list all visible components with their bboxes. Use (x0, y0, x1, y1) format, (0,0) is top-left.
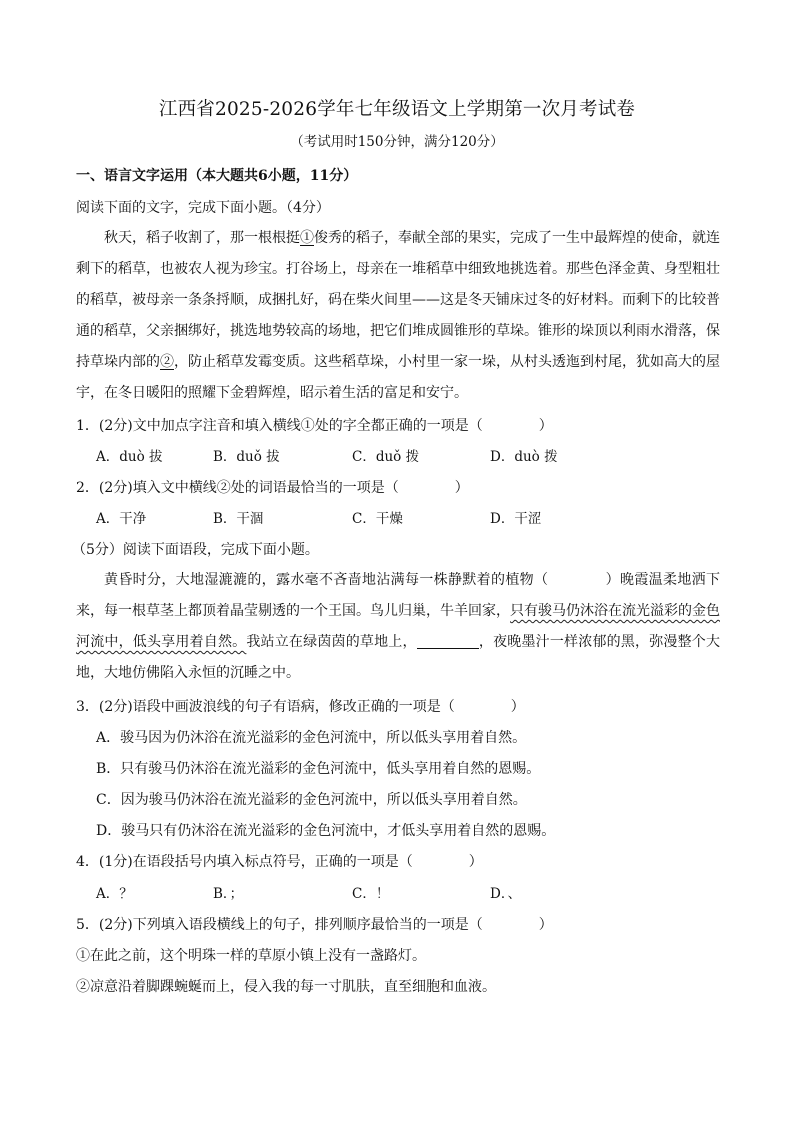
reading-intro-1: 阅读下面的文字，完成下面小题。（4分） (76, 200, 330, 216)
q1-option-d[interactable]: D．duò 拨 (490, 449, 558, 465)
fill-in-blank (417, 634, 479, 649)
q2-option-a[interactable]: A．干净 (96, 511, 147, 527)
wavy-underlined-sentence: 只有骏马仍沐浴在流光溢彩的金色河流中，低头享用着自然。 (76, 603, 720, 650)
q1-option-c[interactable]: C．duǒ 拨 (352, 449, 420, 465)
q1-option-a[interactable]: A．duò 拔 (96, 449, 163, 465)
passage-a (76, 223, 720, 409)
passage-a-part3: ，防止稻草发霉变质。这些稻草垛，小村里一家一垛，从村头透迤到村尾，犹如高大的屋宇，在冬日暖阳的照耀下金碧辉煌，昭示着生活的富足和安宁。 (76, 354, 720, 401)
q4-option-a[interactable]: A．？ (96, 886, 133, 902)
q4-option-c[interactable]: C．！ (352, 886, 390, 902)
q5-sentence-1: ①在此之前，这个明珠一样的草原小镇上没有一盏路灯。 (76, 948, 426, 964)
passage-b-part1: 黄昏时分，大地湿漉漉的，露水毫不吝啬地沾满每一株静默着的植物（ ）晚霞温柔地洒下来，每一根草茎上都顶着晶莹剔透的一个王国。鸟儿归巢，牛羊回家， (76, 572, 720, 619)
q2-option-b[interactable]: B．干涸 (213, 511, 264, 527)
q1-option-b[interactable]: B．duǒ 拔 (213, 449, 280, 465)
passage-b-part2: 我站立在绿茵茵的草地上， (246, 634, 417, 650)
q3-option-d[interactable]: D．骏马只有仍沐浴在流光溢彩的金色河流中，才低头享用着自然的恩赐。 (96, 823, 556, 839)
q3-option-b[interactable]: B．只有骏马仍沐浴在流光溢彩的金色河流中，低头享用着自然的恩赐。 (96, 761, 541, 777)
q2-option-c[interactable]: C．干燥 (352, 511, 403, 527)
question-3-stem: 3．(2分)语段中画波浪线的句子有语病，修改正确的一项是（ ） (76, 699, 525, 715)
blank-marker-2: ② (160, 354, 174, 370)
q4-option-d[interactable]: D．、 (490, 886, 522, 902)
page-subtitle: （考试用时150分钟，满分120分） (290, 134, 504, 150)
page-title: 江西省2025-2026学年七年级语文上学期第一次月考试卷 (158, 99, 636, 120)
section-heading: 一、语言文字运用（本大题共6小题，11分） (76, 168, 358, 184)
question-1-stem: 1．(2分)文中加点字注音和填入横线①处的字全都正确的一项是（ ） (76, 418, 553, 434)
question-4-stem: 4．(1分)在语段括号内填入标点符号，正确的一项是（ ） (76, 854, 483, 870)
q5-sentence-2: ②凉意沿着脚踝蜿蜒而上，侵入我的每一寸肌肤，直至细胞和血液。 (76, 979, 496, 995)
blank-marker-1: ① (300, 230, 314, 246)
q4-option-b[interactable]: B．； (213, 886, 244, 902)
passage-a-part1: 秋天，稻子收割了，那一根根挺 (104, 230, 300, 246)
passage-b-part3: ，夜晚墨汁一样浓郁的黑，弥漫整个大地，大地仿佛陷入永恒的沉睡之中。 (76, 634, 721, 681)
q2-option-d[interactable]: D．干涩 (490, 511, 542, 527)
question-2-stem: 2．(2分)填入文中横线②处的词语最恰当的一项是（ ） (76, 480, 469, 496)
passage-b (76, 565, 720, 689)
q3-option-a[interactable]: A．骏马因为仍沐浴在流光溢彩的金色河流中，所以低头享用着自然。 (96, 730, 527, 746)
passage-a-part2: 俊秀的稻子，奉献全部的果实，完成了一生中最辉煌的使命，就连剩下的稻草，也被农人视为珍宝。打谷场上，母亲在一堆稻草中细致地挑选着。那些色泽金黄、身型粗壮的稻草，被母亲一条条捋顺，成捆扎好，码在柴火间里——这是冬天铺床过冬的好材料。而剩下的比较普通的稻草，父亲捆绑好，挑选地势较高的场地，把它们堆成圆锥形的草垛。锥形的垛顶以利雨水滑落，保持草垛内部的 (76, 230, 720, 370)
reading-intro-2: （5分）阅读下面语段，完成下面小题。 (72, 542, 319, 558)
q3-option-c[interactable]: C．因为骏马仍沐浴在流光溢彩的金色河流中，所以低头享用着自然。 (96, 792, 527, 808)
question-5-stem: 5．(2分)下列填入语段横线上的句子，排列顺序最恰当的一项是（ ） (76, 917, 553, 933)
